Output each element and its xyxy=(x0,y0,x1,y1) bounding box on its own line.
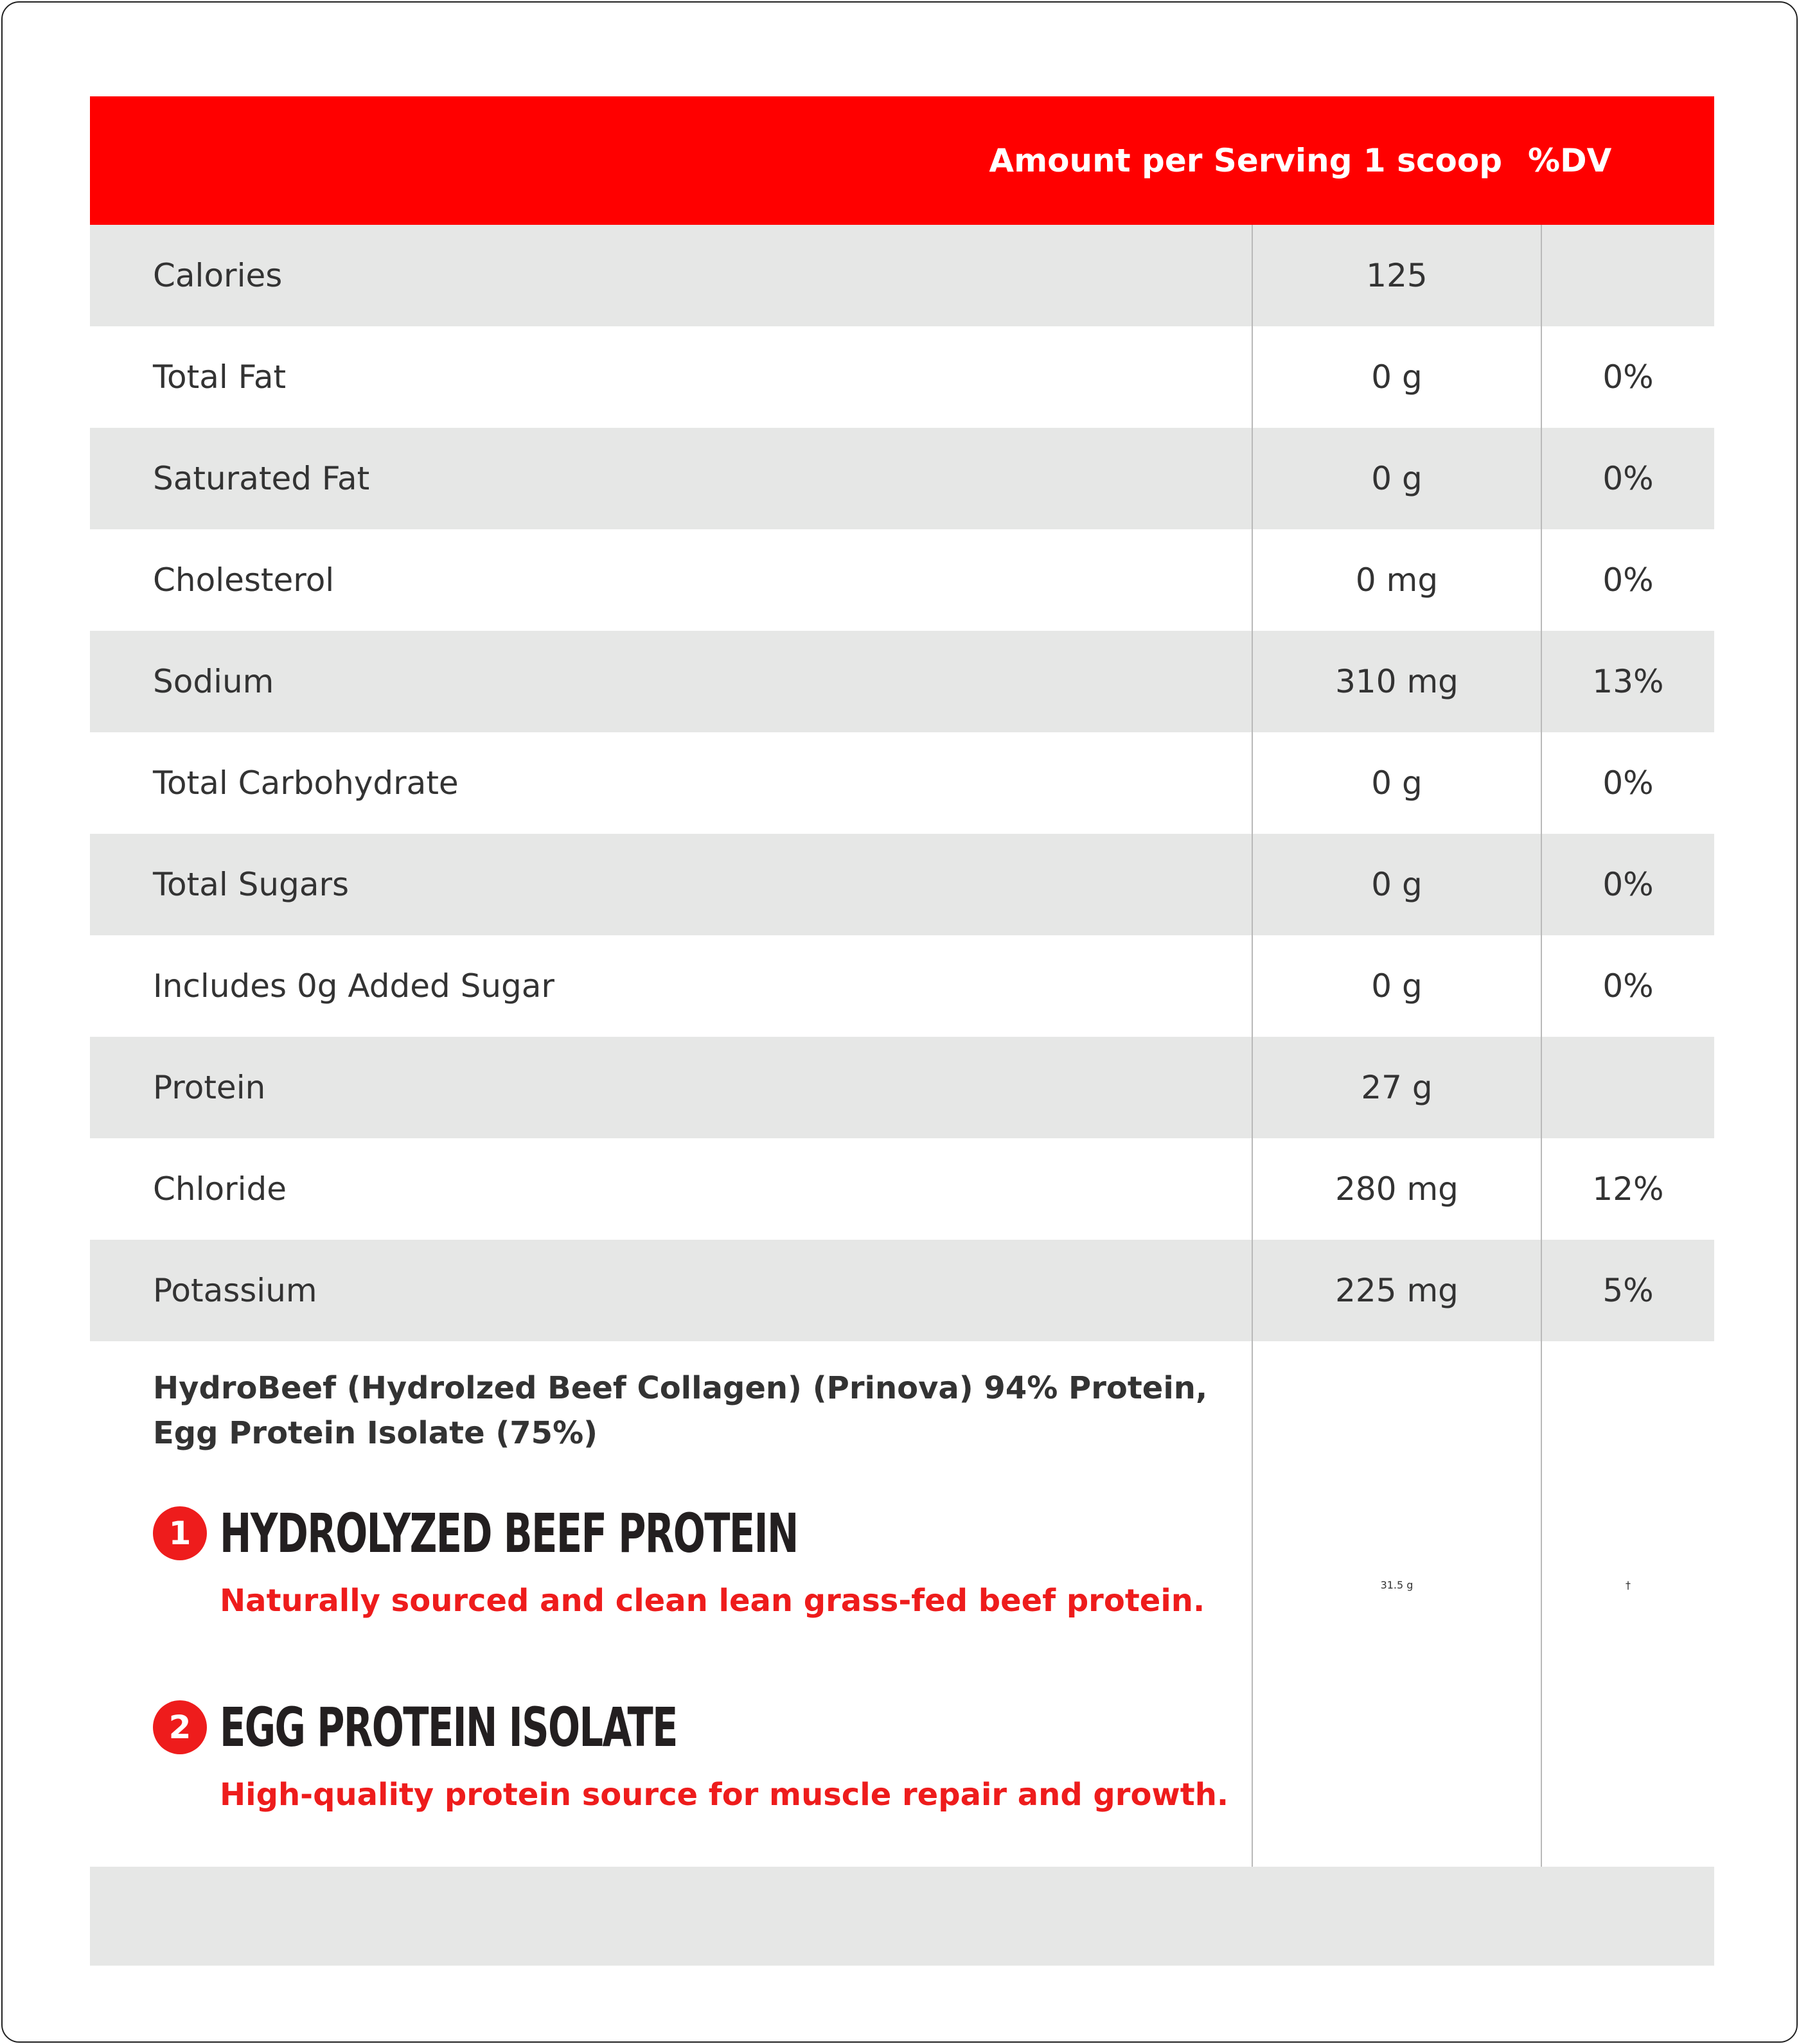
nutrient-row-chloride xyxy=(90,1138,1714,1240)
nutrient-amount: 310 mg xyxy=(1252,631,1541,732)
nutrient-row-saturated-fat xyxy=(90,428,1714,529)
nutrient-dv: 0% xyxy=(1541,428,1714,529)
nutrient-dv: 5% xyxy=(1541,1240,1714,1341)
nutrient-name: Cholesterol xyxy=(153,561,335,599)
ingredient-2-title: EGG PROTEIN ISOLATE xyxy=(220,1696,677,1759)
nutrient-name: Potassium xyxy=(153,1272,317,1309)
nutrient-dv: 0% xyxy=(1541,529,1714,631)
nutrition-table xyxy=(90,96,1714,1966)
nutrient-name: Total Fat xyxy=(153,358,287,396)
nutrient-amount: 125 xyxy=(1252,225,1541,326)
panel-frame xyxy=(1,1,1798,2043)
ingredient-1-description: Naturally sourced and clean lean grass-fed beef protein. xyxy=(220,1583,1205,1619)
nutrient-dv: 0% xyxy=(1541,732,1714,834)
nutrient-amount: 0 g xyxy=(1252,732,1541,834)
amount-per-serving-header: Amount per Serving 1 scoop xyxy=(989,142,1502,179)
nutrient-row-calories xyxy=(90,225,1714,326)
nutrient-amount: 27 g xyxy=(1252,1037,1541,1138)
nutrient-name: Total Sugars xyxy=(153,866,350,903)
protein-blend-row xyxy=(90,1341,1714,1867)
ingredient-1-title: HYDROLYZED BEEF PROTEIN xyxy=(220,1502,798,1565)
nutrient-dv xyxy=(1541,225,1714,326)
nutrient-dv xyxy=(1541,1037,1714,1138)
nutrient-name: Chloride xyxy=(153,1170,287,1208)
nutrient-amount: 0 g xyxy=(1252,935,1541,1037)
nutrient-row-sodium xyxy=(90,631,1714,732)
nutrient-dv: 13% xyxy=(1541,631,1714,732)
blend-dv: † xyxy=(1541,1341,1714,1867)
nutrient-row-potassium xyxy=(90,1240,1714,1341)
daily-value-header: %DV xyxy=(1528,142,1612,179)
nutrient-row-total-fat xyxy=(90,326,1714,428)
nutrient-name: Sodium xyxy=(153,663,274,700)
ingredient-1 xyxy=(153,1502,1245,1619)
ingredient-2-header xyxy=(153,1696,1245,1759)
nutrient-dv: 12% xyxy=(1541,1138,1714,1240)
nutrient-amount: 0 mg xyxy=(1252,529,1541,631)
ingredient-2-description: High-quality protein source for muscle repair and growth. xyxy=(220,1777,1229,1813)
blend-amount: 31.5 g xyxy=(1252,1341,1541,1867)
nutrient-name: Saturated Fat xyxy=(153,460,370,497)
number-badge-2: 2 xyxy=(153,1700,207,1754)
nutrient-row-cholesterol xyxy=(90,529,1714,631)
blend-title-line-2: Egg Protein Isolate (75%) xyxy=(153,1415,598,1451)
nutrient-name: Includes 0g Added Sugar xyxy=(153,967,554,1005)
nutrient-amount: 0 g xyxy=(1252,834,1541,935)
number-badge-1: 1 xyxy=(153,1506,207,1560)
ingredient-2 xyxy=(153,1696,1245,1813)
nutrient-dv: 0% xyxy=(1541,935,1714,1037)
nutrient-dv: 0% xyxy=(1541,326,1714,428)
blend-title-line-1: HydroBeef (Hydrolzed Beef Collagen) (Prinova) 94% Protein, xyxy=(153,1370,1208,1406)
nutrient-dv: 0% xyxy=(1541,834,1714,935)
nutrient-row-total-carbohydrate xyxy=(90,732,1714,834)
table-footer-row xyxy=(90,1867,1714,1966)
nutrient-row-total-sugars xyxy=(90,834,1714,935)
nutrient-amount: 0 g xyxy=(1252,326,1541,428)
table-header xyxy=(90,96,1714,225)
nutrient-amount: 0 g xyxy=(1252,428,1541,529)
nutrient-name: Protein xyxy=(153,1069,266,1106)
ingredient-1-header xyxy=(153,1502,1245,1565)
nutrient-row-added-sugar xyxy=(90,935,1714,1037)
nutrient-row-protein xyxy=(90,1037,1714,1138)
nutrient-amount: 225 mg xyxy=(1252,1240,1541,1341)
blend-title xyxy=(153,1366,1245,1456)
nutrient-amount: 280 mg xyxy=(1252,1138,1541,1240)
nutrient-name: Calories xyxy=(153,257,283,294)
nutrient-name: Total Carbohydrate xyxy=(153,764,459,802)
